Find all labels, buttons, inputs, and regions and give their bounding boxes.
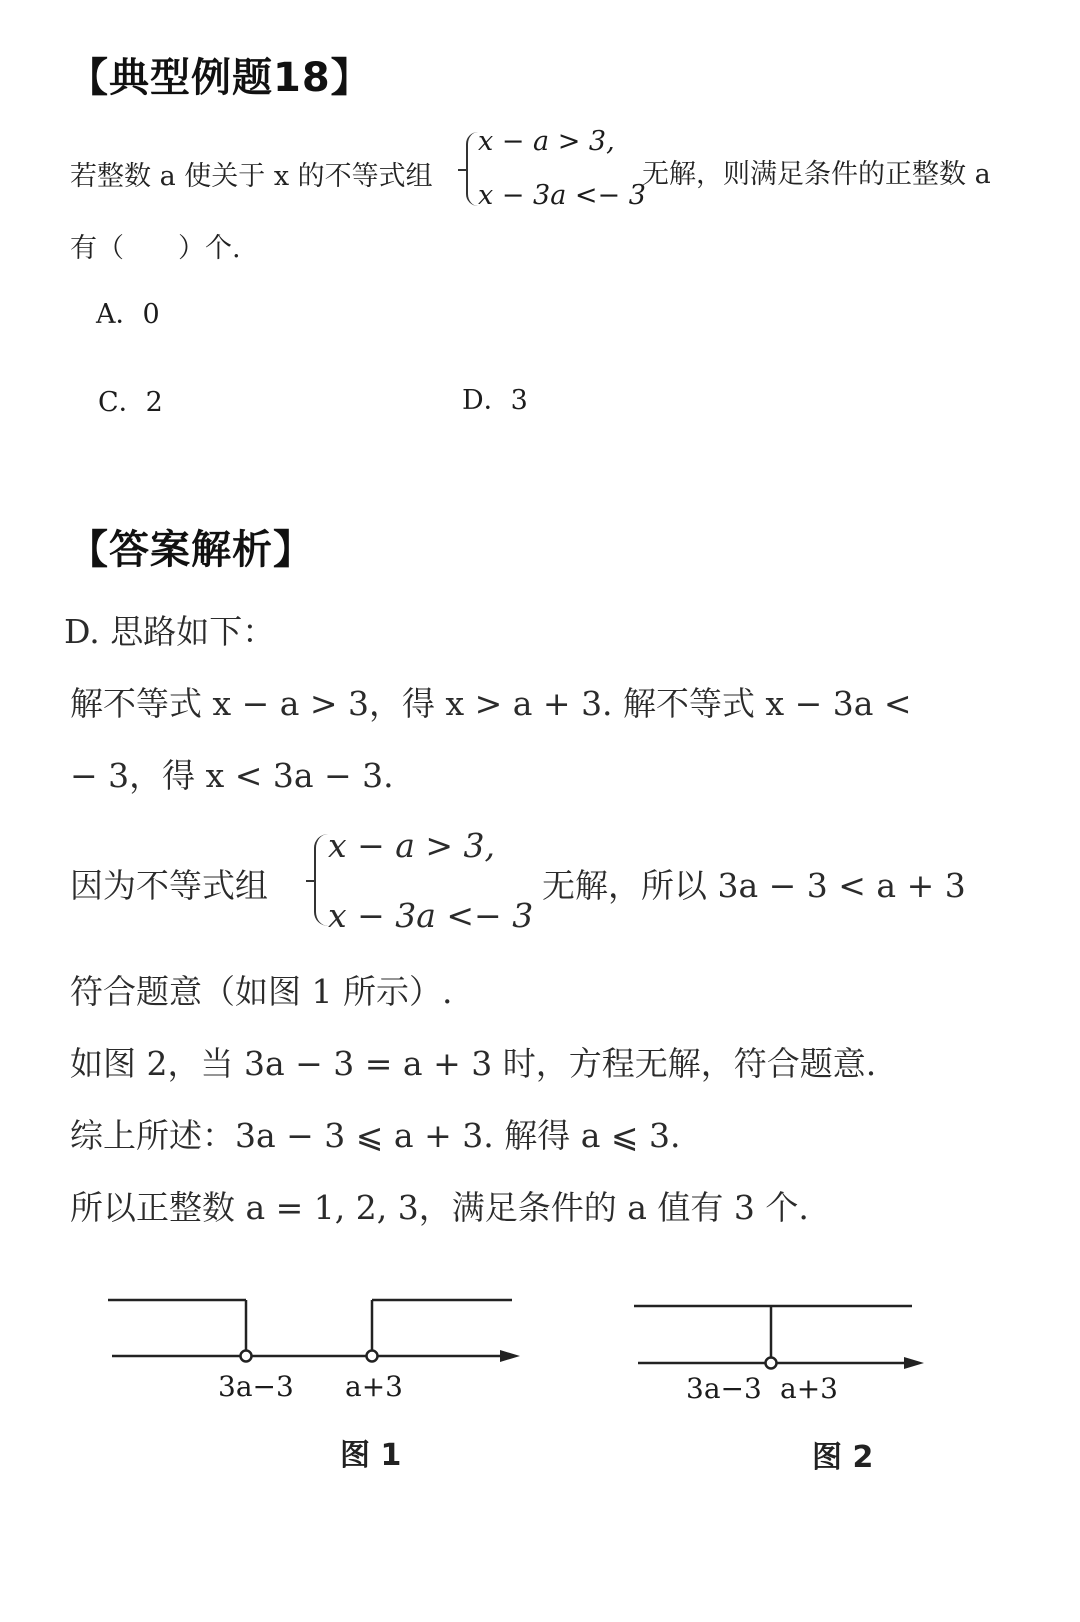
fig1-caption: 图 1	[340, 1438, 402, 1473]
fig1-arrowhead	[500, 1350, 520, 1362]
question-system-line2: x − 3a <− 3	[478, 180, 646, 211]
answer-line4-before: 因为不等式组	[70, 866, 268, 905]
fig1-point-left	[241, 1351, 252, 1362]
figure-2	[634, 1306, 924, 1369]
option-d: D．3	[462, 385, 528, 416]
answer-system-line2: x − 3a <− 3	[328, 896, 534, 935]
question-stem-after: 无解，则满足条件的正整数 a	[642, 159, 991, 190]
fig2-arrowhead	[904, 1357, 924, 1369]
fig1-point-right	[367, 1351, 378, 1362]
fig1-label-left: 3a−3	[218, 1370, 294, 1403]
figure-1	[108, 1300, 520, 1362]
option-c: C．2	[98, 387, 163, 418]
question-system-line1: x − a > 3,	[478, 126, 615, 157]
answer-line6: 如图 2，当 3a − 3 = a + 3 时，方程无解，符合题意.	[70, 1044, 877, 1083]
fig2-caption: 图 2	[812, 1440, 874, 1475]
answer-line2: 解不等式 x − a > 3，得 x > a + 3. 解不等式 x − 3a <	[70, 684, 912, 723]
option-a: A．0	[96, 299, 160, 330]
question-stem-line2: 有（ ）个.	[70, 233, 241, 264]
fig2-label-right: a+3	[780, 1372, 838, 1405]
question-stem-before: 若整数 a 使关于 x 的不等式组	[70, 161, 433, 192]
question-heading: 【典型例题18】	[68, 55, 372, 101]
answer-line8: 所以正整数 a = 1, 2, 3，满足条件的 a 值有 3 个.	[70, 1188, 809, 1227]
fig1-label-right: a+3	[345, 1370, 403, 1403]
answer-heading: 【答案解析】	[68, 527, 314, 573]
answer-line5: 符合题意（如图 1 所示）.	[70, 972, 453, 1011]
answer-line4-after: 无解，所以 3a − 3 < a + 3	[542, 866, 966, 905]
fig2-point	[766, 1358, 777, 1369]
answer-line3: − 3，得 x < 3a − 3.	[70, 756, 394, 795]
answer-system-line1: x − a > 3,	[328, 826, 496, 865]
fig2-label-left: 3a−3	[686, 1372, 762, 1405]
answer-line1: D. 思路如下：	[64, 612, 276, 651]
answer-line7: 综上所述：3a − 3 ⩽ a + 3. 解得 a ⩽ 3.	[70, 1116, 681, 1155]
